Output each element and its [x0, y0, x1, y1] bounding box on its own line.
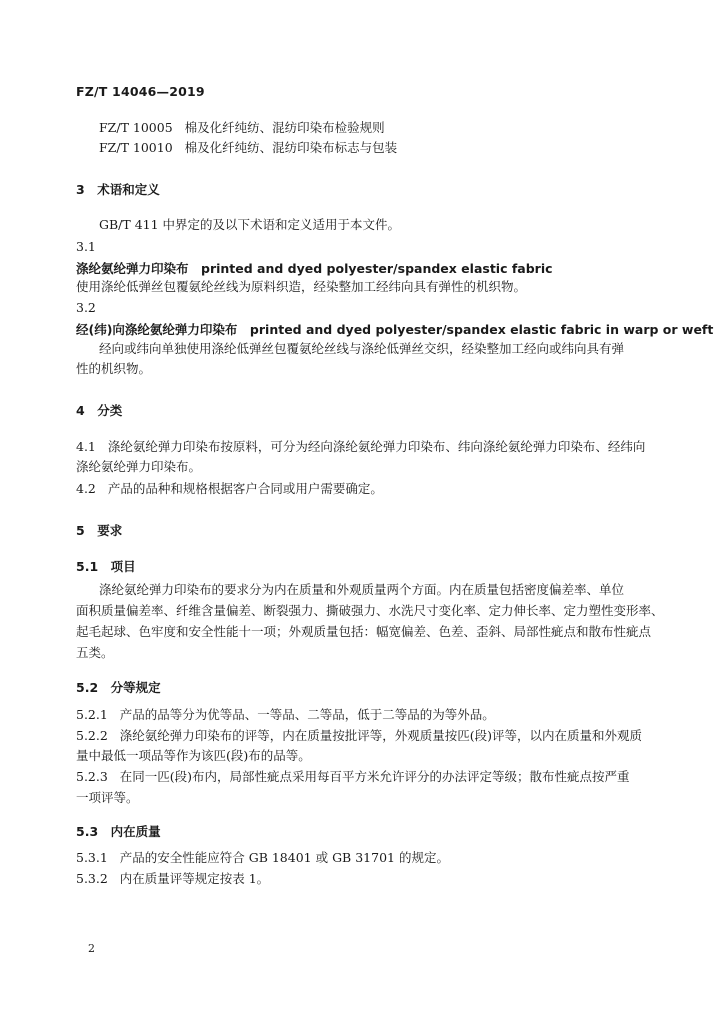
clause-5-3-1	[76, 848, 449, 868]
clause-4-1-line2: 涤纶氨纶弹力印染布。	[76, 459, 202, 474]
ref-code: FZ/T 10005	[99, 120, 173, 135]
section-5-1-line1: 涤纶氨纶弹力印染布的要求分为内在质量和外观质量两个方面。内在质量包括密度偏差率、单位	[99, 582, 625, 597]
clause-5-2-2-line2: 量中最低一项品等作为该匹(段)布的品等。	[76, 748, 311, 763]
ref-title: 棉及化纤纯纺、混纺印染布检验规则	[184, 120, 385, 135]
clause-text: 产品的安全性能应符合 GB 18401 或 GB 31701 的规定。	[119, 850, 449, 865]
page-number: 2	[88, 942, 95, 955]
clause-text: 在同一匹(段)布内，局部性疵点采用每百平方米允许评分的办法评定等级；散布性疵点按严重	[119, 769, 630, 784]
section-5-3-heading: 5.3 内在质量	[76, 824, 161, 839]
section-5-heading: 5 要求	[76, 523, 123, 538]
ref-fzt10010	[99, 138, 397, 158]
section-5-2-heading: 5.2 分等规定	[76, 680, 161, 695]
ref-code: FZ/T 10010	[99, 140, 173, 155]
clause-number: 4.1	[76, 439, 96, 454]
section-4-heading: 4 分类	[76, 403, 123, 418]
term-3-2-definition-line2: 性的机织物。	[76, 361, 152, 376]
section-5-1-heading: 5.1 项目	[76, 559, 136, 574]
clause-number: 4.2	[76, 481, 96, 496]
section-3-heading: 3 术语和定义	[76, 182, 160, 197]
section-5-1-line4: 五类。	[76, 645, 114, 660]
standard-header: FZ/T 14046—2019	[76, 84, 205, 99]
ref-title: 棉及化纤纯纺、混纺印染布标志与包装	[184, 140, 398, 155]
term-3-2-number: 3.2	[76, 300, 96, 315]
term-3-1-definition: 使用涤纶低弹丝包覆氨纶丝线为原料织造，经染整加工经纬向具有弹性的机织物。	[76, 279, 527, 294]
term-3-1-number: 3.1	[76, 239, 96, 254]
clause-5-2-3-line2: 一项评等。	[76, 790, 139, 805]
clause-4-1-line1	[76, 437, 645, 457]
clause-text: 产品的品种和规格根据客户合同或用户需要确定。	[107, 481, 383, 496]
section-5-1-line3: 起毛起球、色牢度和安全性能十一项；外观质量包括：幅宽偏差、色差、歪斜、局部性疵点和散布性疵点	[76, 624, 652, 639]
clause-5-3-2	[76, 869, 269, 889]
clause-number: 5.2.3	[76, 769, 108, 784]
section-5-1-line2: 面积质量偏差率、纤维含量偏差、断裂强力、撕破强力、水洗尺寸变化率、定力伸长率、定力塑性变形率、	[76, 603, 664, 618]
clause-number: 5.2.2	[76, 728, 108, 743]
clause-number: 5.3.1	[76, 850, 108, 865]
clause-number: 5.3.2	[76, 871, 108, 886]
clause-4-2	[76, 479, 383, 499]
term-3-2-title: 经(纬)向涤纶氨纶弹力印染布 printed and dyed polyester/spandex elastic fabric in warp or weft	[76, 322, 714, 337]
clause-text: 产品的品等分为优等品、一等品、二等品，低于二等品的为等外品。	[119, 707, 495, 722]
clause-text: 涤纶氨纶弹力印染布按原料，可分为经向涤纶氨纶弹力印染布、纬向涤纶氨纶弹力印染布、经纬向	[107, 439, 646, 454]
section-3-intro: GB/T 411 中界定的及以下术语和定义适用于本文件。	[99, 217, 401, 232]
ref-fzt10005	[99, 118, 385, 138]
clause-5-2-1	[76, 705, 495, 725]
clause-text: 涤纶氨纶弹力印染布的评等，内在质量按批评等，外观质量按匹(段)评等，以内在质量和外观质	[119, 728, 642, 743]
clause-5-2-3-line1	[76, 767, 630, 787]
term-3-2-definition-line1: 经向或纬向单独使用涤纶低弹丝包覆氨纶丝线与涤纶低弹丝交织，经染整加工经向或纬向具有弹	[99, 341, 625, 356]
clause-5-2-2-line1	[76, 726, 642, 746]
term-3-1-title: 涤纶氨纶弹力印染布 printed and dyed polyester/spandex elastic fabric	[76, 261, 553, 276]
clause-text: 内在质量评等规定按表 1。	[119, 871, 270, 886]
clause-number: 5.2.1	[76, 707, 108, 722]
